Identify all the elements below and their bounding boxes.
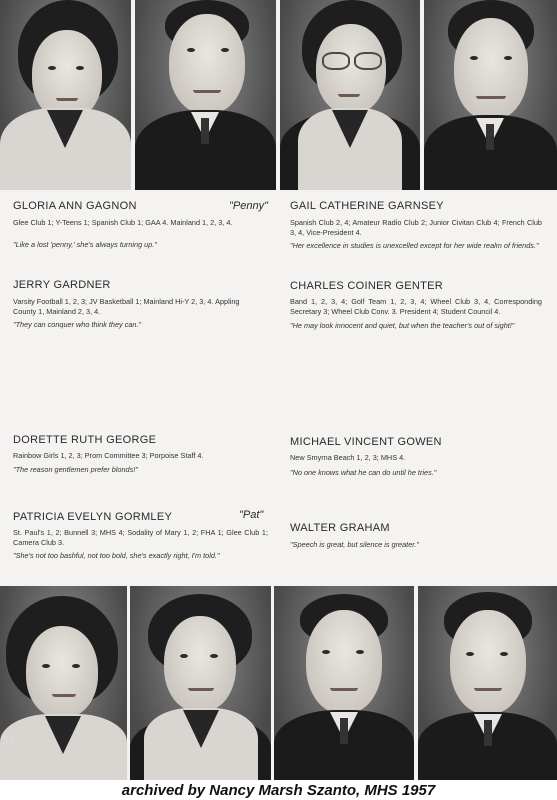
student-activities: Band 1, 2, 3, 4; Golf Team 1, 2, 3, 4; Wheel Club 3, 4, Corresponding Secretary 3; Wheel Club Conv. 3. President 4; Student Council 4. (290, 297, 542, 316)
portrait-patricia-gormley (130, 586, 271, 780)
portrait-charles-genter (424, 0, 557, 190)
student-name: JERRY GARDNER (13, 279, 111, 291)
portrait-gloria-gagnon (0, 0, 131, 190)
portrait-jerry-gardner (135, 0, 276, 190)
student-name: CHARLES COINER GENTER (290, 280, 443, 292)
page-number: 28 (2, 734, 16, 748)
student-nickname: "Penny" (229, 200, 268, 212)
student-quote: "The reason gentlemen prefer blonds!" (13, 465, 138, 474)
student-name: GLORIA ANN GAGNON (13, 200, 137, 212)
student-activities: New Smyrna Beach 1, 2, 3; MHS 4. (290, 453, 406, 462)
portrait-dorette-george (0, 586, 127, 780)
student-nickname: "Pat" (239, 509, 264, 521)
portrait-walter-graham (418, 586, 557, 780)
student-quote: "She's not too bashful, not too bold, she's exactly right, I'm told." (13, 551, 220, 560)
student-activities: Varsity Football 1, 2, 3; JV Basketball 1; Mainland Hi-Y 2, 3, 4. Appling County 1, Mainland 2, 3, 4. (13, 297, 240, 316)
student-quote: "He may look innocent and quiet, but when the teacher's out of sight!" (290, 321, 515, 330)
student-activities: Rainbow Girls 1, 2, 3; Prom Committee 3; Porpoise Staff 4. (13, 451, 204, 460)
student-quote: "They can conquer who think they can." (13, 320, 142, 329)
student-activities: Glee Club 1; Y-Teens 1; Spanish Club 1; GAA 4. Mainland 1, 2, 3, 4. (13, 218, 233, 227)
portrait-michael-gowen (274, 586, 414, 780)
student-quote: "Like a lost 'penny,' she's always turning up." (13, 240, 157, 249)
student-name: PATRICIA EVELYN GORMLEY (13, 511, 173, 523)
student-activities: St. Paul's 1, 2; Bunnell 3; MHS 4; Sodality of Mary 1, 2; FHA 1; Glee Club 1; Camera Club 3. (13, 528, 268, 547)
student-quote: "Speech is great, but silence is greater." (290, 540, 420, 549)
archive-caption: archived by Nancy Marsh Szanto, MHS 1957 (121, 782, 436, 799)
student-name: WALTER GRAHAM (290, 522, 390, 534)
portrait-gail-garnsey (280, 0, 420, 190)
student-name: MICHAEL VINCENT GOWEN (290, 436, 442, 448)
student-activities: Spanish Club 2, 4; Amateur Radio Club 2; Junior Civitan Club 4; French Club 3, 4, Vice-President 4. (290, 218, 542, 237)
student-quote: "No one knows what he can do until he tries." (290, 468, 437, 477)
student-quote: "Her excellence in studies is unexcelled except for her wide realm of friends." (290, 241, 539, 250)
student-name: DORETTE RUTH GEORGE (13, 434, 157, 446)
student-name: GAIL CATHERINE GARNSEY (290, 200, 444, 212)
